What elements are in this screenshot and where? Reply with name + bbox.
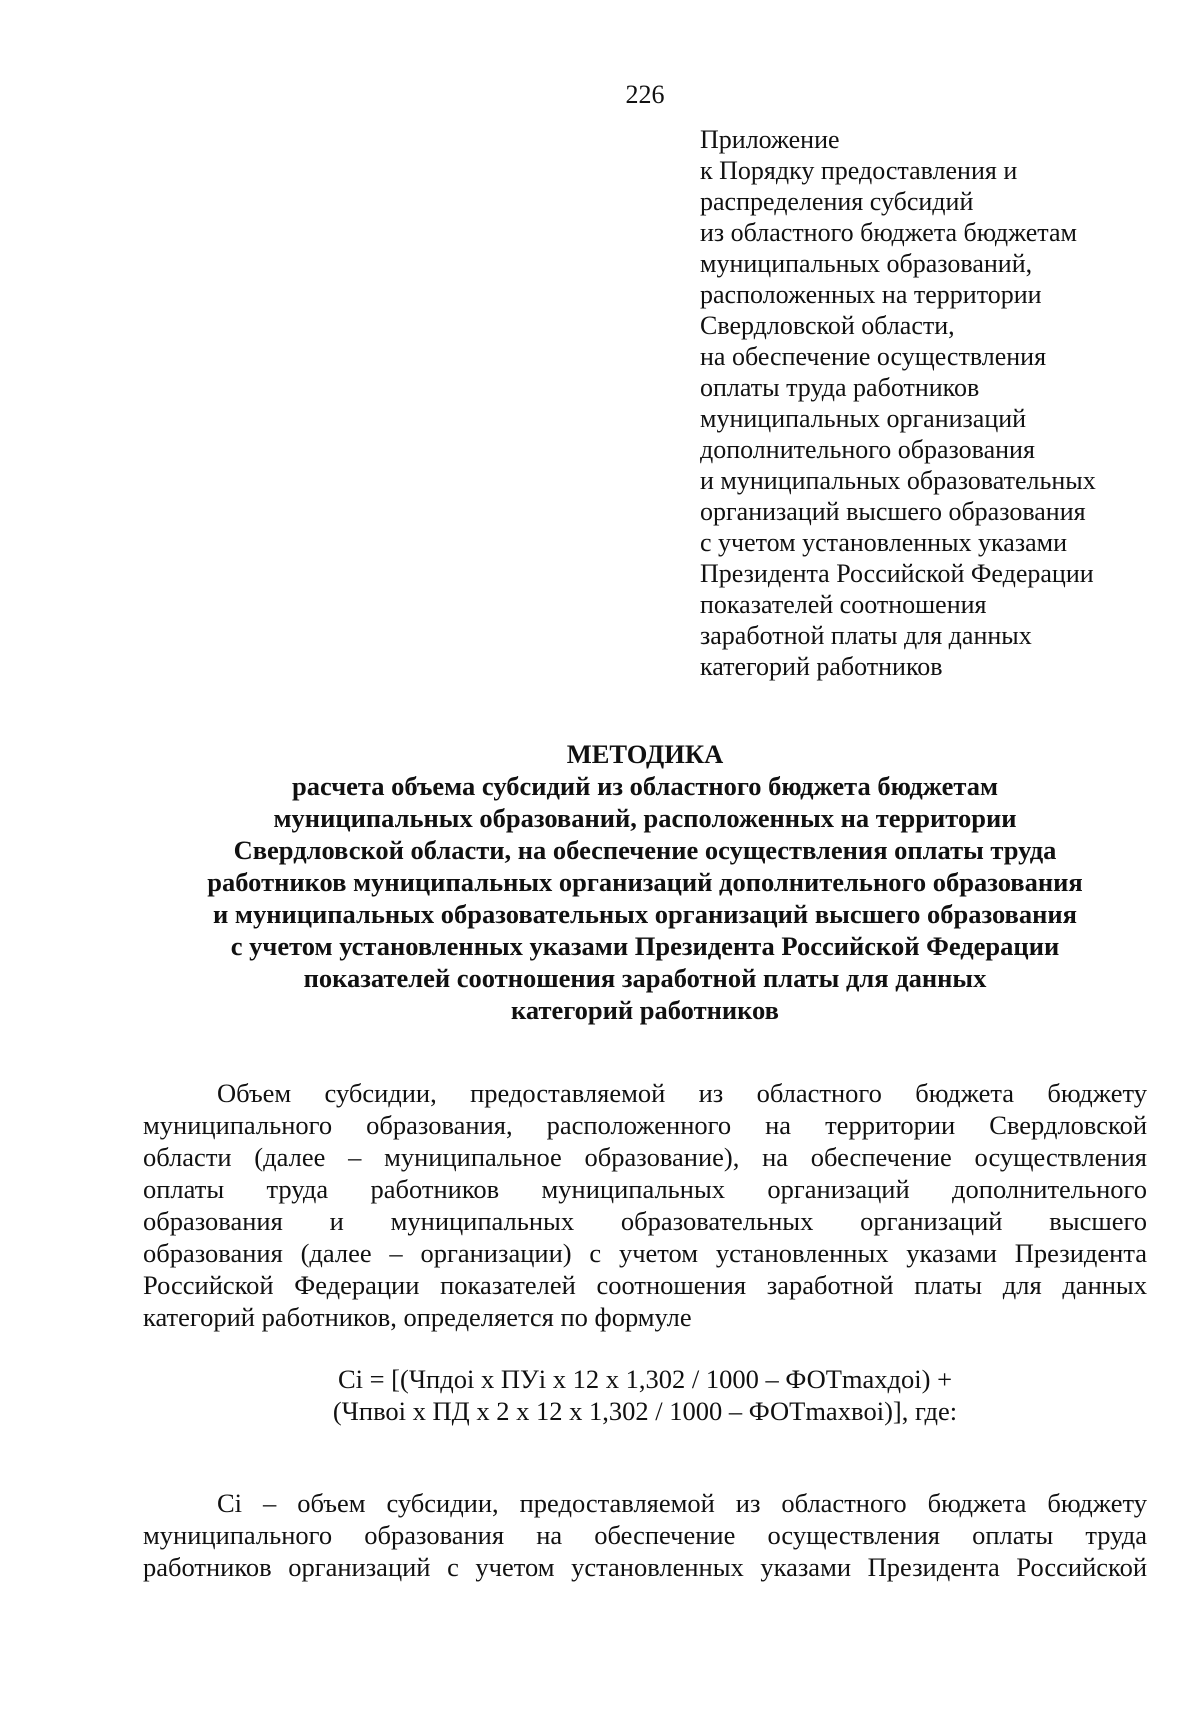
document-title	[140, 738, 1150, 1026]
title-line: и муниципальных образовательных организаций высшего образования	[213, 899, 1077, 929]
appendix-line: Свердловской области,	[700, 311, 955, 340]
appendix-line: Президента Российской Федерации	[700, 559, 1094, 588]
appendix-line: категорий работников	[700, 652, 943, 681]
paragraph-line: Объем субсидии, предоставляемой из областного бюджета бюджету	[217, 1078, 1147, 1108]
title-line: муниципальных образований, расположенных на территории	[273, 803, 1017, 833]
appendix-line: дополнительного образования	[700, 435, 1035, 464]
paragraph-line: оплаты труда работников муниципальных организаций дополнительного	[143, 1174, 1147, 1204]
appendix-line: муниципальных организаций	[700, 404, 1027, 433]
title-line: категорий работников	[511, 995, 779, 1025]
appendix-line: муниципальных образований,	[700, 249, 1033, 278]
appendix-line: из областного бюджета бюджетам	[700, 218, 1077, 247]
paragraph-line: области (далее – муниципальное образование), на обеспечение осуществления	[143, 1142, 1147, 1172]
appendix-line: организаций высшего образования	[700, 497, 1086, 526]
appendix-line: с учетом установленных указами	[700, 528, 1068, 557]
appendix-line: на обеспечение осуществления	[700, 342, 1047, 371]
paragraph-2	[143, 1487, 1147, 1583]
appendix-line: и муниципальных образовательных	[700, 466, 1096, 495]
title-line: показателей соотношения заработной платы для данных	[303, 963, 987, 993]
appendix-line: к Порядку предоставления и	[700, 156, 1018, 185]
formula	[140, 1363, 1150, 1427]
paragraph-line: образования и муниципальных образовательных организаций высшего	[143, 1206, 1147, 1236]
appendix-line: Приложение	[700, 125, 840, 154]
paragraph-line: работников организаций с учетом установленных указами Президента Российской	[143, 1552, 1147, 1582]
title-line: расчета объема субсидий из областного бюджета бюджетам	[291, 771, 999, 801]
title-heading: МЕТОДИКА	[566, 739, 724, 769]
title-line: работников муниципальных организаций дополнительного образования	[207, 867, 1083, 897]
paragraph-line: категорий работников, определяется по формуле	[143, 1302, 692, 1332]
appendix-line: оплаты труда работников	[700, 373, 980, 402]
page-number: 226	[625, 80, 665, 109]
paragraph-line: муниципального образования на обеспечение осуществления оплаты труда	[143, 1520, 1147, 1550]
appendix-line: заработной платы для данных	[700, 621, 1032, 650]
paragraph-line: образования (далее – организации) с учетом установленных указами Президента	[143, 1238, 1147, 1268]
paragraph-line: Российской Федерации показателей соотношения заработной платы для данных	[143, 1270, 1147, 1300]
paragraph-line: муниципального образования, расположенного на территории Свердловской	[143, 1110, 1147, 1140]
formula-line-2: (Чпвоi x ПД x 2 x 12 x 1,302 / 1000 – ФОТmaxвoi)], где:	[332, 1396, 958, 1426]
appendix-header	[700, 124, 1180, 682]
formula-line-1: Ci = [(Чпдоi x ПУi x 12 x 1,302 / 1000 – ФОТmaxдoi) +	[337, 1364, 953, 1394]
appendix-line: показателей соотношения	[700, 590, 987, 619]
title-line: с учетом установленных указами Президента Российской Федерации	[230, 931, 1060, 961]
appendix-line: расположенных на территории	[700, 280, 1042, 309]
paragraph-line: Ci – объем субсидии, предоставляемой из областного бюджета бюджету	[217, 1488, 1147, 1518]
title-line: Свердловской области, на обеспечение осуществления оплаты труда	[233, 835, 1057, 865]
appendix-line: распределения субсидий	[700, 187, 974, 216]
paragraph-1	[143, 1077, 1147, 1333]
